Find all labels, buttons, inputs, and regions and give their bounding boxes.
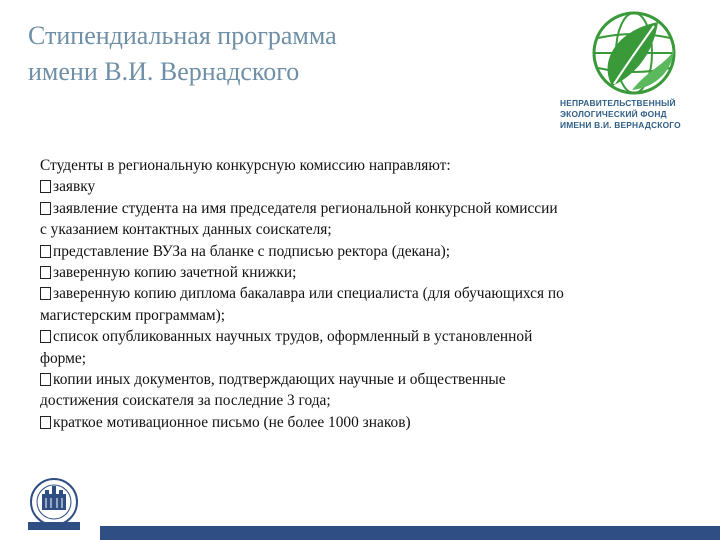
list-item-continuation: форме;: [40, 349, 86, 367]
university-building-icon: [22, 476, 86, 532]
fund-name-line-1: НЕПРАВИТЕЛЬСТВЕННЫЙ: [560, 98, 676, 108]
checkbox-icon: [40, 287, 51, 300]
title-line-2: имени В.И. Вернадского: [28, 57, 300, 86]
checkbox-icon: [40, 266, 51, 279]
title-line-1: Стипендиальная программа: [28, 21, 337, 50]
fund-name-line-3: ИМЕНИ В.И. ВЕРНАДСКОГО: [560, 120, 681, 130]
list-item: список опубликованных научных трудов, оформленный в установленной: [40, 326, 670, 347]
checkbox-icon: [40, 330, 51, 343]
fund-logo: [560, 8, 710, 138]
footer-bar: [100, 526, 720, 540]
checkbox-icon: [40, 180, 51, 193]
list-lead: Студенты в региональную конкурсную комиссию направляют:: [40, 157, 451, 174]
fund-name-line-2: ЭКОЛОГИЧЕСКИЙ ФОНД: [560, 109, 667, 119]
list-item: копии иных документов, подтверждающих научные и общественные: [40, 369, 670, 390]
globe-leaf-icon: [588, 10, 680, 96]
fund-name: [560, 98, 710, 131]
document-list: [40, 155, 670, 433]
university-logo: [22, 476, 86, 532]
list-item: заявление студента на имя председателя региональной конкурсной комиссии: [40, 198, 670, 219]
checkbox-icon: [40, 202, 51, 215]
list-item-continuation: с указанием контактных данных соискателя;: [40, 221, 332, 239]
list-item-continuation: достижения соискателя за последние 3 года;: [40, 392, 331, 410]
checkbox-icon: [40, 245, 51, 258]
list-item: заверенную копию диплома бакалавра или специалиста (для обучающихся по: [40, 283, 670, 304]
list-item: заявку: [40, 176, 670, 197]
list-item: заверенную копию зачетной книжки;: [40, 262, 670, 283]
list-item-continuation: магистерским программам);: [40, 306, 226, 324]
page-title: [28, 18, 337, 90]
list-item: представление ВУЗа на бланке с подписью ректора (декана);: [40, 241, 670, 262]
checkbox-icon: [40, 373, 51, 386]
list-item: краткое мотивационное письмо (не более 1000 знаков): [40, 412, 670, 433]
checkbox-icon: [40, 416, 51, 429]
